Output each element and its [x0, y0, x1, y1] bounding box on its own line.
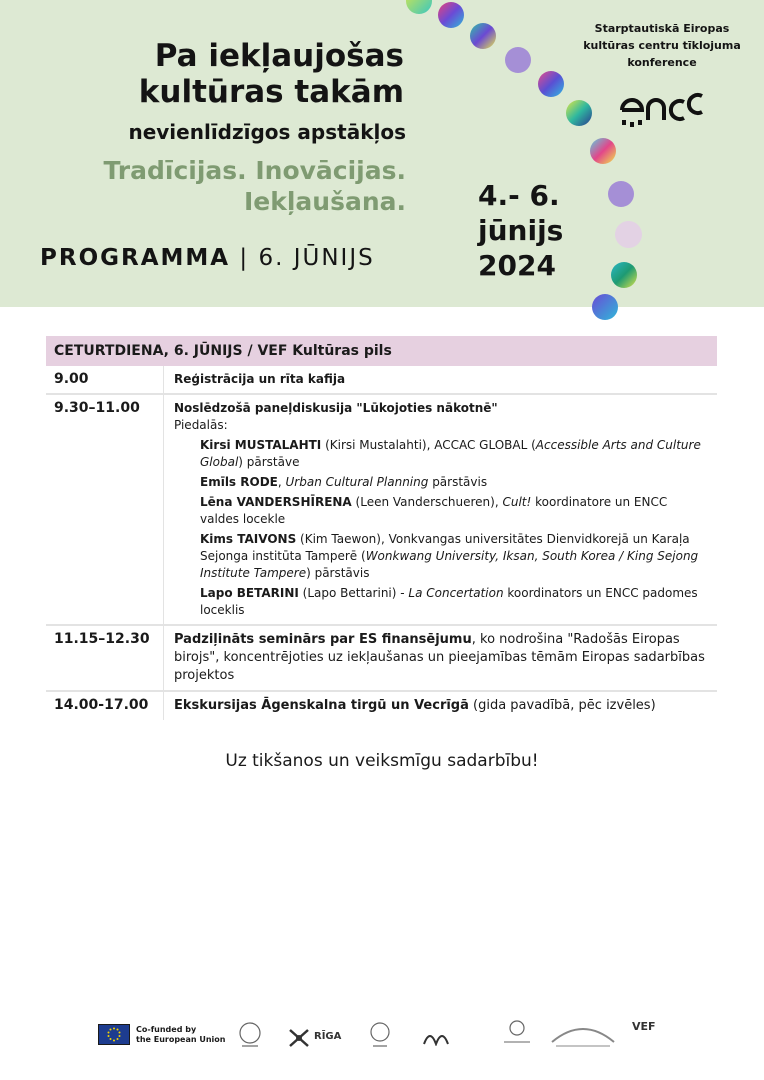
- decor-dot: [608, 181, 634, 207]
- row-time: 11.15–12.30: [46, 626, 164, 690]
- eu-cofunded-text: Co-funded by the European Union: [136, 1025, 226, 1044]
- table-row: [46, 626, 717, 692]
- encc-logo: [618, 88, 710, 130]
- dates-line-1: 4.- 6.: [478, 179, 560, 212]
- row-title: Padziļināts seminārs par ES finansējumu: [174, 632, 472, 647]
- main-title: [139, 38, 404, 110]
- decor-dot: [590, 138, 616, 164]
- participants-label: Piedalās:: [174, 418, 228, 432]
- schedule-table: [46, 336, 717, 720]
- day-heading: CETURTDIENA, 6. JŪNIJS / VEF Kultūras pils: [46, 336, 717, 366]
- ministry-of-culture-logo: [234, 1020, 266, 1052]
- title-line-1: Pa iekļaujošas: [154, 38, 404, 74]
- decor-dot: [505, 47, 531, 73]
- row-title: Noslēdzošā paneļdiskusija "Lūkojoties nākotnē": [174, 401, 498, 415]
- tagline-line-1: Tradīcijas. Inovācijas.: [103, 156, 406, 185]
- row-title: Reģistrācija un rīta kafija: [174, 372, 346, 386]
- decor-dot: [592, 294, 618, 320]
- participant: Emīls RODE, Urban Cultural Planning pārstāvis: [200, 475, 488, 489]
- conference-line-1: Starptautiskā Eiropas: [594, 22, 730, 35]
- decor-dot: [611, 262, 637, 288]
- subtitle: nevienlīdzīgos apstākļos: [128, 120, 406, 144]
- programma-date: | 6. JŪNIJS: [230, 245, 375, 271]
- conference-line-2: kultūras centru tīklojuma: [583, 39, 741, 52]
- sponsor-logos: [96, 1018, 676, 1058]
- conference-line-3: konference: [627, 56, 697, 69]
- row-desc: [164, 692, 717, 720]
- participant: Kims TAIVONS (Kim Taewon), Vonkvangas universitātes Dienvidkorejā un Karaļa Sejonga institūta Tamperē (Wonkwang University, Iksan, South Korea / King Sejong Institute Tampere) pārstāvis: [200, 532, 699, 580]
- decor-dot: [615, 221, 642, 248]
- decor-dot: [470, 23, 496, 49]
- riga-label: RĪGA: [314, 1031, 342, 1042]
- row-title: Ekskursijas Āgenskalna tirgū un Vecrīgā: [174, 698, 469, 713]
- row-desc: [164, 366, 717, 393]
- table-row: [46, 692, 717, 720]
- dates-line-2: jūnijs: [478, 214, 564, 247]
- title-line-2: kultūras takām: [138, 74, 404, 110]
- tagline-line-2: Iekļaušana.: [243, 187, 406, 216]
- event-dates: [478, 178, 563, 283]
- row-rest: (gida pavadībā, pēc izvēles): [468, 698, 656, 713]
- association-logo: [422, 1026, 452, 1046]
- decor-dot: [566, 100, 592, 126]
- zemgale-logo: [500, 1018, 534, 1046]
- row-desc: [164, 395, 717, 624]
- decor-dot: [406, 0, 432, 14]
- decor-dot: [438, 2, 464, 28]
- programma-bold: PROGRAMMA: [40, 245, 231, 271]
- row-desc: [164, 626, 717, 690]
- eu-flag-icon: [98, 1024, 130, 1045]
- participant: Lapo BETARINI (Lapo Bettarini) - La Concertation koordinators un ENCC padomes loceklis: [200, 586, 698, 617]
- decor-dot: [538, 71, 564, 97]
- participant: Lēna VANDERSHĪRENA (Leen Vanderschueren), Cult! koordinatore un ENCC valdes locekle: [200, 495, 668, 526]
- dates-line-3: 2024: [478, 249, 556, 282]
- table-row: [46, 395, 717, 626]
- table-row: [46, 366, 717, 395]
- row-time: 9.30–11.00: [46, 395, 164, 624]
- concert-hall-logo: [550, 1022, 616, 1048]
- participant: Kirsi MUSTALAHTI (Kirsi Mustalahti), ACCAC GLOBAL (Accessible Arts and Culture Global) pārstāve: [200, 438, 701, 469]
- row-time: 14.00-17.00: [46, 692, 164, 720]
- closing-message: Uz tikšanos un veiksmīgu sadarbību!: [225, 751, 539, 771]
- national-culture-centre-logo: [364, 1020, 396, 1052]
- tagline: [103, 155, 406, 217]
- row-time: 9.00: [46, 366, 164, 393]
- row-rest: , ko nodrošina "Radošās Eiropas birojs", koncentrējoties uz iekļaušanas un pieejamības tēmām Eiropas sadarbības projektos: [174, 632, 705, 683]
- vef-logo: VEF: [632, 1020, 656, 1033]
- header-banner: [0, 0, 764, 307]
- conference-label: [580, 20, 744, 71]
- programma-heading: [40, 245, 375, 271]
- riga-coat-icon: [288, 1028, 310, 1048]
